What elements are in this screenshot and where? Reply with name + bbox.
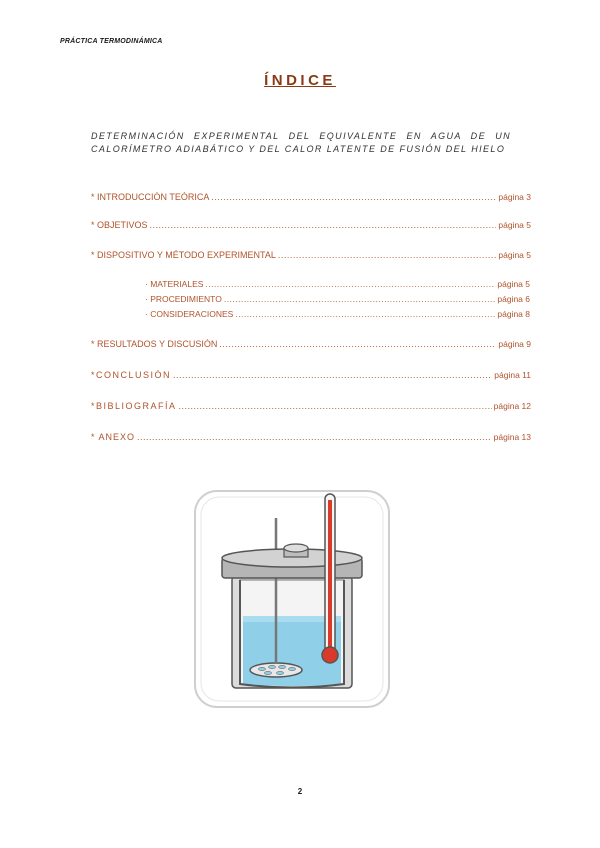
toc-entry-page: página 8 <box>497 309 530 319</box>
toc-entry-page: página 6 <box>497 294 530 304</box>
toc-entry-label: * RESULTADOS Y DISCUSIÓN <box>91 339 218 349</box>
toc-entry-conclusion[interactable] <box>91 370 531 380</box>
toc-entry-page: página 5 <box>498 220 531 230</box>
toc-entry-page: página 9 <box>498 339 531 349</box>
toc-entry-dispositivo[interactable] <box>91 250 531 260</box>
toc-entry-page: página 5 <box>497 279 530 289</box>
toc-subentry-procedimiento[interactable] <box>145 294 530 304</box>
toc-entry-label: · CONSIDERACIONES <box>145 309 234 319</box>
toc-leader-dots <box>205 279 495 289</box>
toc-entry-page: página 11 <box>494 370 531 380</box>
toc-entry-label: * INTRODUCCIÓN TEÓRICA <box>91 192 210 202</box>
toc-leader-dots <box>235 309 495 319</box>
toc-subentry-materiales[interactable] <box>145 279 530 289</box>
toc-entry-label: · PROCEDIMIENTO <box>145 294 222 304</box>
page-number: 2 <box>297 787 303 796</box>
toc-entry-label: · MATERIALES <box>145 279 204 289</box>
document-subtitle: DETERMINACIÓN EXPERIMENTAL DEL EQUIVALENTE EN AGUA DE UN CALORÍMETRO ADIABÁTICO Y DEL CALOR LATENTE DE FUSIÓN DEL HIELO <box>91 131 511 154</box>
toc-entry-label: * ANEXO <box>91 432 136 442</box>
toc-entry-page: página 3 <box>498 192 531 202</box>
calorimeter-figure <box>192 488 392 710</box>
document-header: PRÁCTICA TERMODINÁMICA <box>60 38 163 45</box>
toc-entry-label: *CONCLUSIÓN <box>91 370 172 380</box>
toc-subentry-consideraciones[interactable] <box>145 309 530 319</box>
toc-leader-dots <box>150 220 497 230</box>
toc-entry-resultados[interactable] <box>91 339 531 349</box>
toc-leader-dots <box>211 192 496 202</box>
toc-entry-bibliografia[interactable] <box>91 401 531 411</box>
toc-entry-page: página 5 <box>498 250 531 260</box>
toc-entry-page: página 12 <box>493 401 531 411</box>
toc-leader-dots <box>137 432 492 442</box>
toc-entry-introduccion[interactable] <box>91 192 531 202</box>
toc-leader-dots <box>179 401 492 411</box>
toc-leader-dots <box>224 294 496 304</box>
toc-leader-dots <box>173 370 492 380</box>
calorimeter-icon <box>192 488 392 710</box>
toc-leader-dots <box>219 339 496 349</box>
toc-entry-anexo[interactable] <box>91 432 531 442</box>
toc-entry-label: *BIBLIOGRAFÍA <box>91 401 177 411</box>
toc-entry-objetivos[interactable] <box>91 220 531 230</box>
toc-entry-label: * DISPOSITIVO Y MÉTODO EXPERIMENTAL <box>91 250 276 260</box>
toc-entry-label: * OBJETIVOS <box>91 220 148 230</box>
page-title: ÍNDICE <box>264 72 336 89</box>
toc-leader-dots <box>278 250 496 260</box>
toc-entry-page: página 13 <box>493 432 531 442</box>
